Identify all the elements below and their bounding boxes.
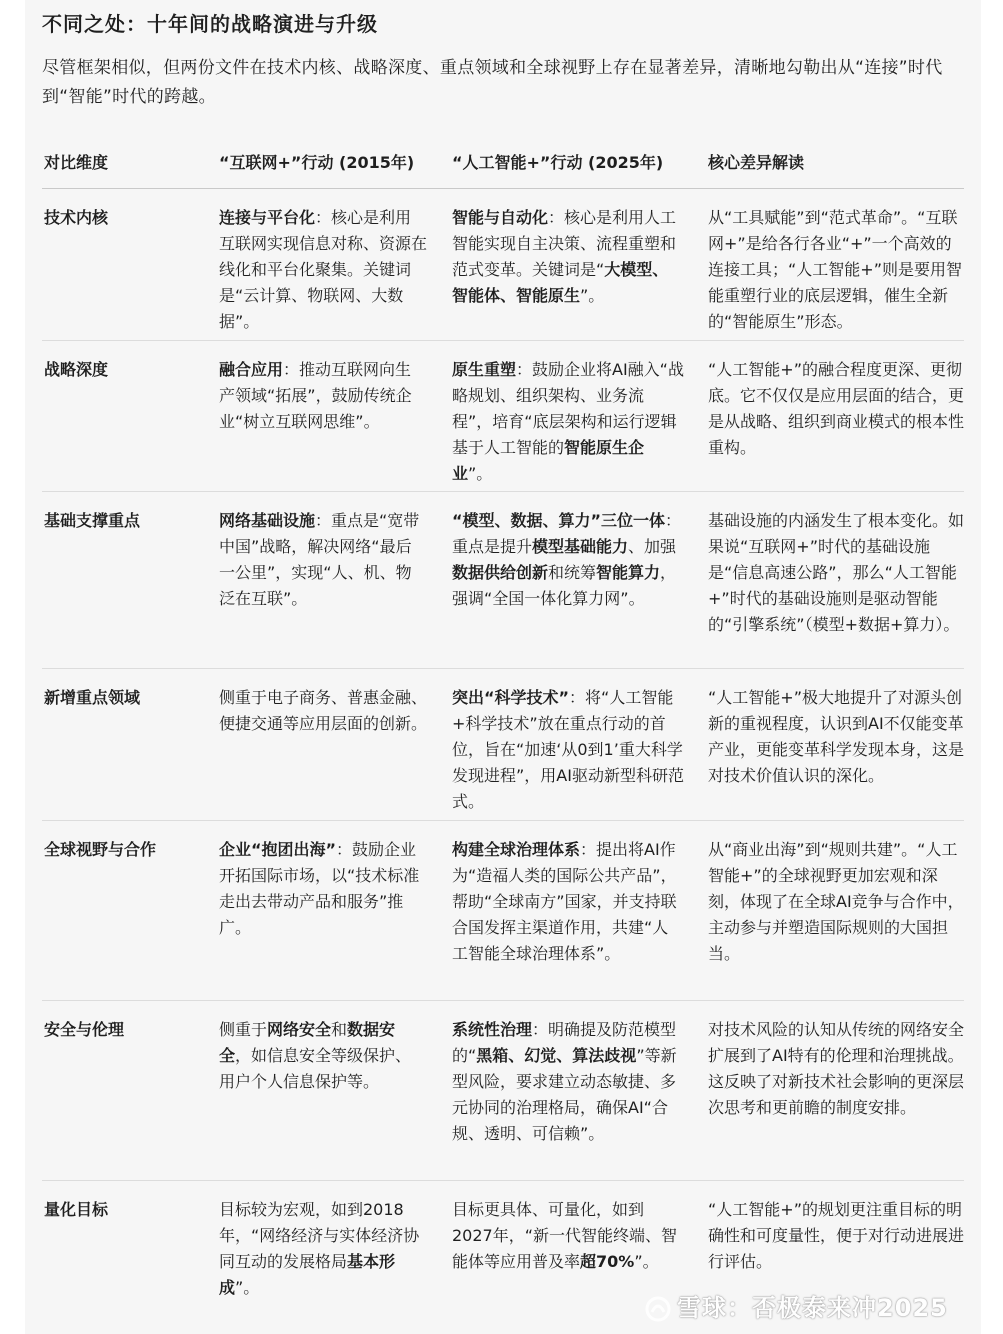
table-row-quant-targets xyxy=(42,1180,965,1297)
text: ”等新型风险，要求建立动态敏捷、多元协同的治理格局，确保AI“合规、透明、可信赖”。 xyxy=(452,1046,677,1143)
table-row-global-vision xyxy=(42,820,964,963)
cell-internet-plus xyxy=(219,508,427,612)
header-ai-plus: “人工智能+”行动 (2025年) xyxy=(452,153,664,172)
text: 目标更具体、可量化，如到2027年，“新一代智能终端、智能体等应用普及率 xyxy=(452,1200,678,1271)
cell-ai-plus xyxy=(452,357,684,487)
bold-text: 网络基础设施 xyxy=(219,511,316,530)
cell-dimension: 基础支撑重点 xyxy=(44,511,141,530)
cell-core-difference xyxy=(708,1017,964,1121)
text: 和 xyxy=(331,1020,348,1039)
bold-text: 企业“抱团出海” xyxy=(219,840,337,859)
text: 从“商业出海”到“规则共建”。“人工智能+”的全球视野更加宏观和深刻，体现了在全球AI竞争与合作中，主动参与并塑造国际规则的大国担当。 xyxy=(708,840,964,963)
bold-text: 模型基础能力 xyxy=(532,537,629,556)
cell-internet-plus xyxy=(219,1197,427,1301)
cell-core-difference xyxy=(708,357,964,461)
cell-internet-plus xyxy=(219,205,427,335)
cell-ai-plus xyxy=(452,1197,684,1275)
bold-text: 大模型、智能体、智能原生 xyxy=(452,260,669,305)
section-title: 不同之处：十年间的战略演进与升级 xyxy=(42,12,378,36)
snowball-logo-icon xyxy=(645,1296,671,1322)
watermark-text: 雪球：否极泰来冲2025 xyxy=(677,1294,948,1322)
bold-text: “模型、数据、算力”三位一体 xyxy=(452,511,666,530)
text: 对技术风险的认知从传统的网络安全扩展到了AI特有的伦理和治理挑战。这反映了对新技术社会影响的更深层次思考和更前瞻的制度安排。 xyxy=(708,1020,965,1117)
bold-text: 数据供给创新 xyxy=(452,563,549,582)
bold-text: 原生重塑 xyxy=(452,360,517,379)
header-core-difference: 核心差异解读 xyxy=(708,153,805,172)
article-page xyxy=(25,0,981,1334)
text: 和统筹 xyxy=(548,563,597,582)
cell-internet-plus xyxy=(219,685,427,737)
bold-text: 构建全球治理体系 xyxy=(452,840,581,859)
text: ：明确提及防范模型的“ xyxy=(452,1020,677,1065)
cell-core-difference xyxy=(708,508,964,638)
text: ”。 xyxy=(634,1252,659,1271)
bold-text: 基本形成 xyxy=(219,1252,396,1297)
table-row-infrastructure xyxy=(42,491,965,634)
text: ，如信息安全等级保护、用户个人信息保护等。 xyxy=(219,1046,412,1091)
bold-text: 智能与自动化 xyxy=(452,208,549,227)
cell-core-difference xyxy=(708,837,964,967)
cell-dimension: 全球视野与合作 xyxy=(44,840,157,859)
cell-dimension: 安全与伦理 xyxy=(44,1020,125,1039)
text: 、加强 xyxy=(628,537,677,556)
cell-ai-plus xyxy=(452,508,684,612)
cell-dimension: 新增重点领域 xyxy=(44,688,141,707)
text: ：推动互联网向生产领域“拓展”，鼓励传统企业“树立互联网思维”。 xyxy=(219,360,412,431)
text: 侧重于电子商务、普惠金融、便捷交通等应用层面的创新。 xyxy=(219,688,428,733)
text: “人工智能+”极大地提升了对源头创新的重视程度，认识到AI不仅能变革产业，更能变革科学发现本身，这是对技术价值认识的深化。 xyxy=(708,688,965,785)
text: ：重点是“宽带中国”战略，解决网络“最后一公里”，实现“人、机、物泛在互联”。 xyxy=(219,511,420,608)
text: 从“工具赋能”到“范式革命”。“互联网+”是给各行各业“+”一个高效的连接工具；“人工智能+”则是要用智能重塑行业的底层逻辑，催生全新的“智能原生”形态。 xyxy=(708,208,962,331)
cell-dimension: 量化目标 xyxy=(44,1200,109,1219)
watermark xyxy=(645,1288,948,1323)
cell-core-difference xyxy=(708,1197,964,1275)
bold-text: 连接与平台化 xyxy=(219,208,316,227)
cell-ai-plus xyxy=(452,837,684,967)
cell-dimension: 战略深度 xyxy=(44,360,109,379)
bold-text: 突出“科学技术” xyxy=(452,688,570,707)
text: 基础设施的内涵发生了根本变化。如果说“互联网+”时代的基础设施是“信息高速公路”，那么“人工智能+”时代的基础设施则是驱动智能的“引擎系统”（模型+数据+算力）。 xyxy=(708,511,965,634)
text: ”。 xyxy=(468,464,493,483)
text: ”。 xyxy=(580,286,605,305)
bold-text: 数据安全 xyxy=(219,1020,396,1065)
bold-text: 智能算力 xyxy=(596,563,661,582)
intro-paragraph: 尽管框架相似，但两份文件在技术内核、战略深度、重点领域和全球视野上存在显著差异，清晰地勾勒出从“连接”时代到“智能”时代的跨越。 xyxy=(42,58,943,107)
cell-internet-plus xyxy=(219,357,427,435)
cell-dimension: 技术内核 xyxy=(44,208,109,227)
cell-ai-plus xyxy=(452,685,684,815)
text: ：鼓励企业将AI融入“战略规划、组织架构、业务流程”，培育“底层架构和运行逻辑基于人工智能的 xyxy=(452,360,684,457)
cell-core-difference xyxy=(708,205,964,335)
cell-ai-plus xyxy=(452,1017,684,1147)
table-row-strategy-depth xyxy=(42,340,965,483)
table-row-safety-ethics xyxy=(42,1000,965,1143)
cell-internet-plus xyxy=(219,837,427,941)
text: ：将“人工智能+科学技术”放在重点行动的首位，旨在“加速‘从0到1’重大科学发现进程”，用AI驱动新型科研范式。 xyxy=(452,688,684,811)
table-row-tech-core xyxy=(42,188,964,331)
cell-internet-plus xyxy=(219,1017,427,1095)
cell-ai-plus xyxy=(452,205,684,309)
header-internet-plus: “互联网+”行动 (2015年) xyxy=(219,153,415,172)
bold-text: 融合应用 xyxy=(219,360,284,379)
text: ：核心是利用人工智能实现自主决策、流程重塑和范式变革。关键词是“ xyxy=(452,208,677,279)
text: ：重点是提升 xyxy=(452,511,682,556)
table-row-new-focus-areas xyxy=(42,668,965,811)
text: “人工智能+”的规划更注重目标的明确性和可度量性，便于对行动进展进行评估。 xyxy=(708,1200,965,1271)
bold-text: 黑箱、幻觉、算法歧视 xyxy=(476,1046,637,1065)
text: 侧重于 xyxy=(219,1020,268,1039)
text: ：提出将AI作为“造福人类的国际公共产品”，帮助“全球南方”国家，并支持联合国发挥主渠道作用，共建“人工智能全球治理体系”。 xyxy=(452,840,677,963)
text: “人工智能+”的融合程度更深、更彻底。它不仅仅是应用层面的结合，更是从战略、组织到商业模式的根本性重构。 xyxy=(708,360,965,457)
text: ：鼓励企业开拓国际市场，以“技术标准走出去带动产品和服务”推广。 xyxy=(219,840,420,937)
bold-text: 超70% xyxy=(580,1252,635,1271)
text: ，强调“全国一体化算力网”。 xyxy=(452,563,677,608)
bold-text: 系统性治理 xyxy=(452,1020,533,1039)
bold-text: 智能原生企业 xyxy=(452,438,645,483)
header-dimension: 对比维度 xyxy=(44,153,109,172)
bold-text: 网络安全 xyxy=(267,1020,332,1039)
text: ：核心是利用互联网实现信息对称、资源在线化和平台化聚集。关键词是“云计算、物联网、大数据”。 xyxy=(219,208,428,331)
text: 目标较为宏观，如到2018年，“网络经济与实体经济协同互动的发展格局 xyxy=(219,1200,420,1271)
text: ”。 xyxy=(235,1278,260,1297)
cell-core-difference xyxy=(708,685,964,789)
